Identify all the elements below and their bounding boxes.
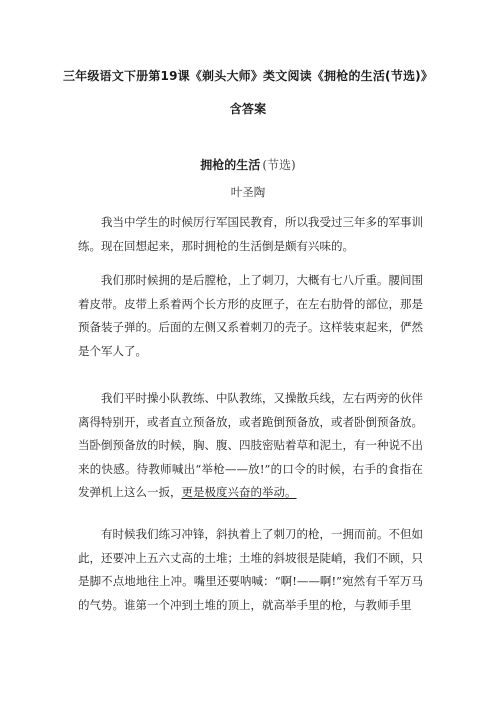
article-title-text: 拥枪的生活 (200, 158, 261, 172)
paragraph-3 (78, 387, 423, 505)
article-author: 叶圣陶 (230, 185, 266, 199)
document-title: 三年级语文下册第19课《剃头大师》类文阅读《拥枪的生活(节选)》 (62, 69, 434, 83)
paragraph-4 (78, 523, 423, 617)
article-title-note: (节选) (262, 158, 296, 172)
paragraph-4-text: 有时候我们练习冲锋，斜执着上了刺刀的枪，一拥而前。不但如此，还要冲上五六丈高的土堆；土堆的斜坡很是陡峭，我们不顾，只是脚不点地地往上冲。嘴里还要呐喊：“啊!——啊!”宛然有千军万马的气势。谁第一个冲到土堆的顶上，就高举手里的枪，与教师手里 (78, 527, 423, 612)
paragraph-1 (78, 211, 423, 258)
underlined-phrase: 更是极度兴奋的举动。 (181, 485, 297, 499)
paragraph-2-text: 我们那时候拥的是后膛枪，上了刺刀，大概有七八斤重。腰间围着皮带。皮带上系着两个长方形的皮匣子，在左右肋骨的部位，那是预备装子弹的。后面的左侧又系着刺刀的壳子。这样装束起来，俨然是个军人了。 (78, 273, 423, 358)
document-subtitle: 含答案 (229, 102, 267, 116)
paragraph-2 (78, 269, 423, 363)
article-title (0, 156, 496, 173)
paragraph-3-text: 我们平时操小队教练、中队教练，又操散兵线，左右两旁的伙伴离得特别开，或者直立预备放，或者跪倒预备放，或者卧倒预备放。当卧倒预备放的时候，胸、腹、四肢密贴着草和泥土，有一种说不出来的快感。待教师喊出“举枪——放!”的口令的时候，右手的食指在发弹机上这么一扳， (78, 391, 423, 499)
paragraph-1-text: 我当中学生的时候厉行军国民教育，所以我受过三年多的军事训练。现在回想起来，那时拥枪的生活倒是颇有兴味的。 (78, 215, 423, 253)
